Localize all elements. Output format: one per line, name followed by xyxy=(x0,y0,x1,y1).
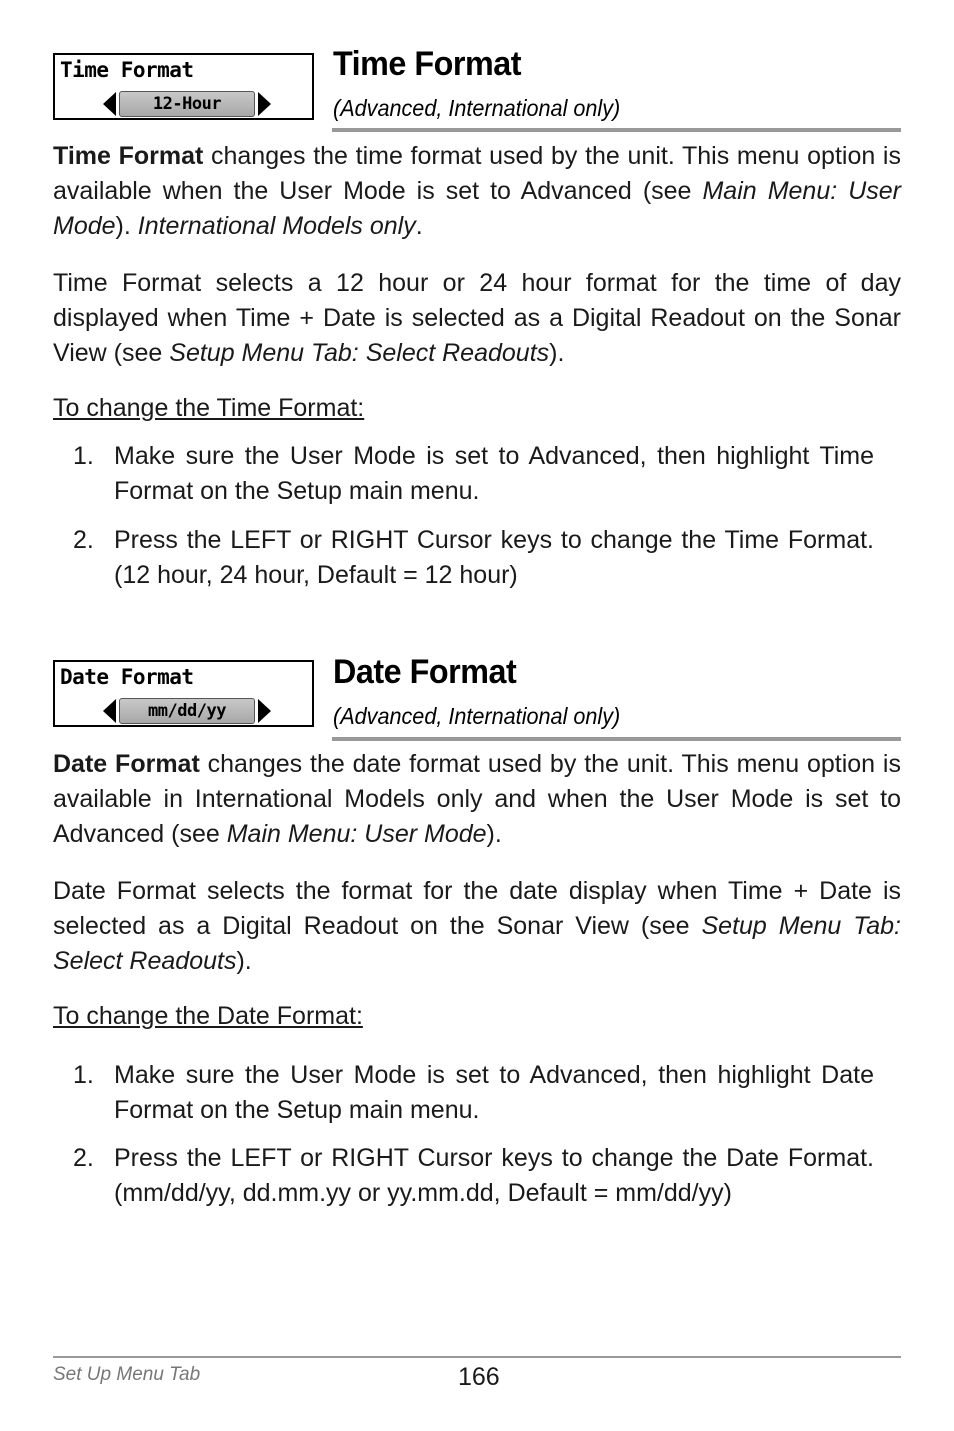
selector-value: mm/dd/yy xyxy=(119,698,255,724)
section-subheading: (Advanced, International only) xyxy=(333,95,621,121)
step-number: 2. xyxy=(73,1144,94,1172)
step-text: Press the LEFT or RIGHT Cursor keys to change the Time Format. (12 hour, 24 hour, Default = 12 hour) xyxy=(114,526,874,589)
section-heading: Date Format xyxy=(333,653,517,691)
text: ). xyxy=(549,339,565,367)
section-subheading: (Advanced, International only) xyxy=(333,703,621,729)
footer-rule xyxy=(53,1356,901,1358)
procedure-title: To change the Time Format: xyxy=(53,394,365,422)
text: ). xyxy=(236,947,252,975)
menu-box-title: Date Format xyxy=(60,665,194,689)
time-format-selector xyxy=(103,91,271,117)
cross-reference: Setup Menu Tab: Select Readouts xyxy=(53,912,901,975)
text: ). xyxy=(115,212,138,240)
text: Date Format selects the format for the date display when Time + Date is selected as a Digital Readout on the Sonar View (see xyxy=(53,877,901,940)
text: changes the date format used by the unit. This menu option is available in International Models only and when the User Mode is set to Advanced (see xyxy=(53,750,901,848)
cross-reference: Main Menu: User Mode xyxy=(226,820,487,848)
step-number: 2. xyxy=(73,526,94,554)
paragraph xyxy=(53,747,901,852)
section-rule xyxy=(332,128,901,132)
left-arrow-icon xyxy=(103,92,116,116)
time-format-menu-box xyxy=(53,53,314,120)
menu-box-title: Time Format xyxy=(60,58,194,82)
text: ). xyxy=(486,820,502,848)
cross-reference: Setup Menu Tab: Select Readouts xyxy=(169,339,550,367)
procedure-title: To change the Date Format: xyxy=(53,1002,363,1030)
footer-section-name: Set Up Menu Tab xyxy=(53,1364,201,1385)
right-arrow-icon xyxy=(258,699,271,723)
text: Time Format selects a 12 hour or 24 hour format for the time of day displayed when Time + Date is selected as a Digital Readout on the Sonar View (see xyxy=(53,269,901,367)
left-arrow-icon xyxy=(103,699,116,723)
right-arrow-icon xyxy=(258,92,271,116)
note: International Models only xyxy=(137,212,416,240)
text: . xyxy=(415,212,423,240)
date-format-menu-box xyxy=(53,660,314,727)
step-text: Press the LEFT or RIGHT Cursor keys to change the Date Format. (mm/dd/yy, dd.mm.yy or yy.mm.dd, Default = mm/dd/yy) xyxy=(114,1144,874,1207)
text: changes the time format used by the unit. This menu option is available when the User Mode is set to Advanced (see xyxy=(53,142,901,205)
selector-value: 12-Hour xyxy=(119,91,255,117)
cross-reference: Main Menu: User Mode xyxy=(53,177,901,240)
step-text: Make sure the User Mode is set to Advanced, then highlight Date Format on the Setup main menu. xyxy=(114,1061,874,1124)
step-number: 1. xyxy=(73,442,94,470)
paragraph xyxy=(53,266,901,371)
page-number: 166 xyxy=(458,1363,500,1391)
term: Time Format xyxy=(53,142,204,170)
step-text: Make sure the User Mode is set to Advanced, then highlight Time Format on the Setup main menu. xyxy=(114,442,874,505)
section-rule xyxy=(332,737,901,741)
section-heading: Time Format xyxy=(333,45,522,83)
paragraph xyxy=(53,139,901,244)
step-number: 1. xyxy=(73,1061,94,1089)
date-format-selector xyxy=(103,698,271,724)
term: Date Format xyxy=(53,750,200,778)
paragraph xyxy=(53,874,901,979)
